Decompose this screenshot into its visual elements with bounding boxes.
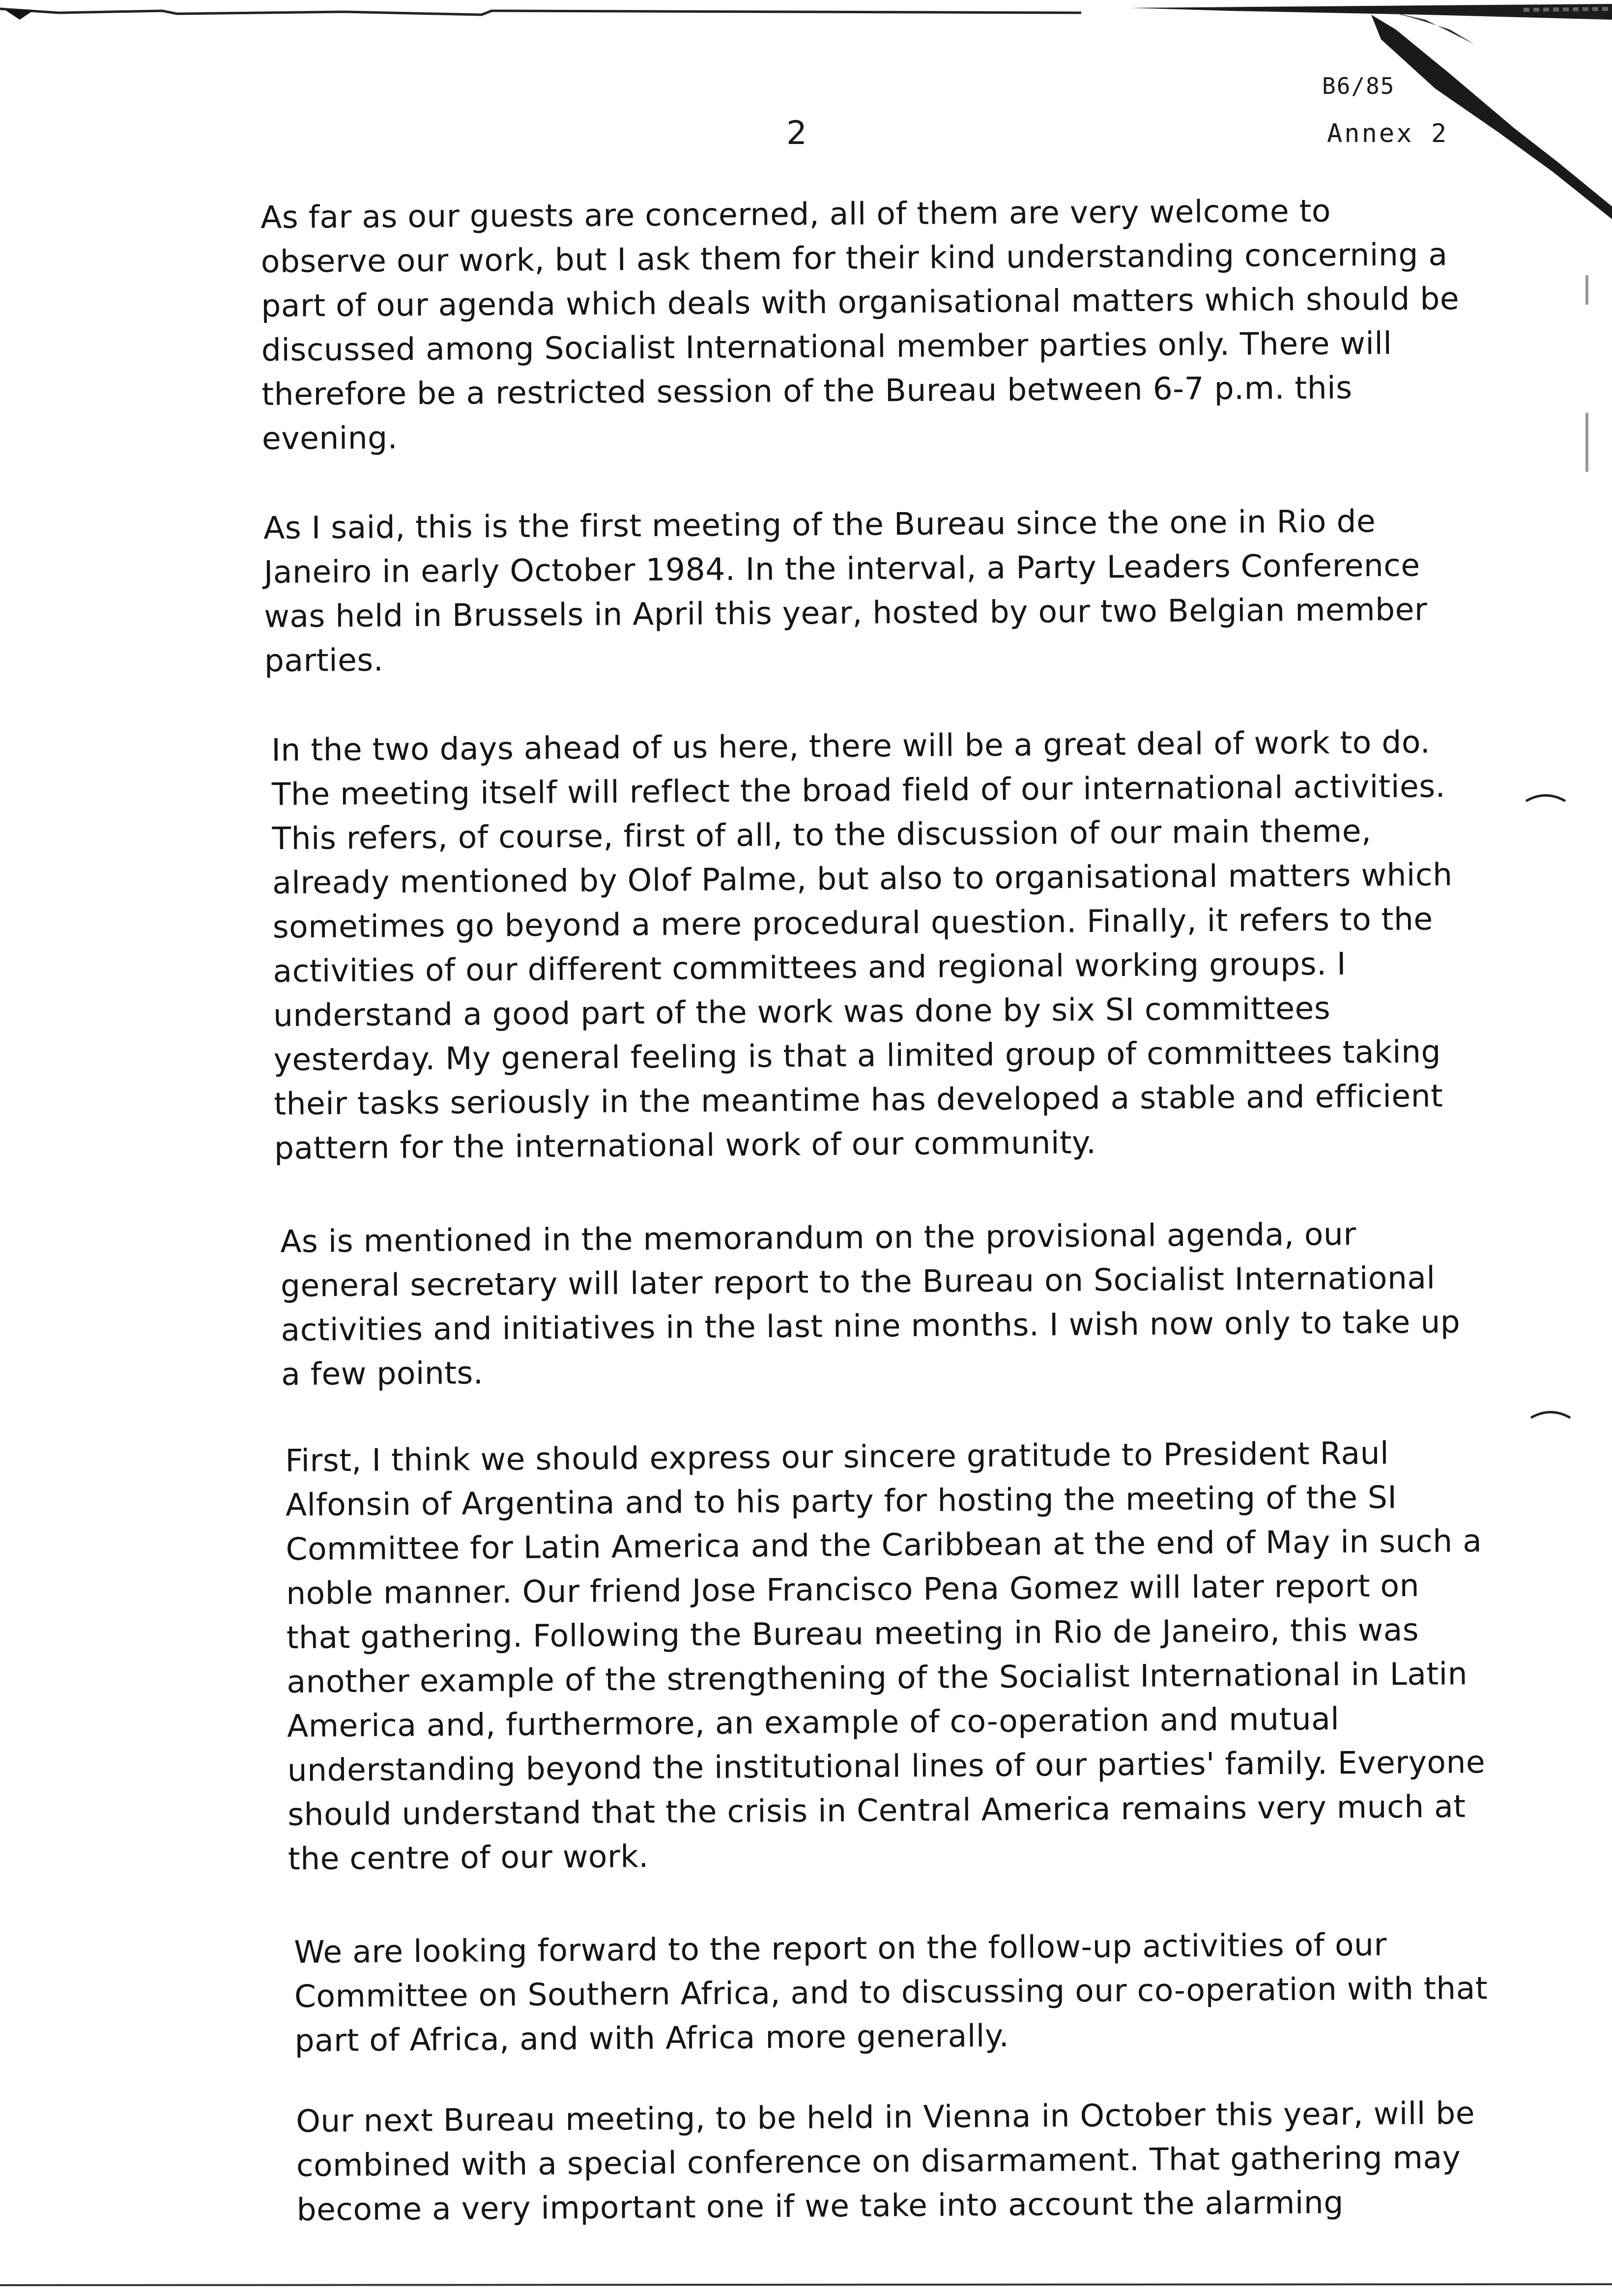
document-reference-code: B6/85 [1322,73,1395,99]
paragraph-southern-africa: We are looking forward to the report on the follow-up activities of our Committee on Southern Africa, and to discussing our co-operation with that part of Africa, and with Africa more generally. [294,1926,1488,2059]
paragraph-vienna-bureau-meeting: Our next Bureau meeting, to be held in Vienna in October this year, will be combined with a special conference on disarmament. That gathering may become a very important one if we take into account the alarming [296,2095,1475,2228]
margin-scan-mark [1528,1406,1573,1420]
annex-label: Annex 2 [1327,119,1449,148]
paragraph-two-days-ahead: In the two days ahead of us here, there will be a great deal of work to do. The meeting itself will reflect the broad field of our international activities. This refers, of course, first of all, to the discussion of our main theme, already mentioned by Olof Palme, but also to organisational matters which sometimes go beyond a mere procedural question. Finally, it refers to the activities of our different committees and regional working groups. I understand a good part of the work was done by six SI committees yesterday. My general feeling is that a limited group of committees taking their tasks seriously in the meantime has developed a stable and efficient pattern for the international work of our community. [271,724,1453,1166]
margin-scan-tick [1585,413,1588,472]
paragraph-provisional-agenda: As is mentioned in the memorandum on the provisional agenda, our general secretary will later report to the Bureau on Socialist International activities and initiatives in the last nine months. I wish now only to take up a few points. [280,1216,1461,1392]
paragraph-guests-restricted-session: As far as our guests are concerned, all of them are very welcome to observe our work, but I ask them for their kind understanding concerning a part of our agenda which deals with organisational matters which should be discussed among Socialist International member parties only. There will therefore be a restricted session of the Bureau between 6-7 p.m. this evening. [260,193,1460,457]
margin-scan-mark [1524,789,1568,804]
margin-scan-tick [1585,275,1588,305]
paragraph-first-meeting-since-rio: As I said, this is the first meeting of the Bureau since the one in Rio de Janeiro in early October 1984. In the interval, a Party Leaders Conference was held in Brussels in April this year, hosted by our two Belgian member parties. [263,503,1428,679]
scan-edge-bottom [0,2280,1612,2290]
paragraph-gratitude-argentina: First, I think we should express our sincere gratitude to President Raul Alfonsin of Argentina and to his party for hosting the meeting of the SI Committee for Latin America and the Caribbean at the end of May in such a noble manner. Our friend Jose Francisco Pena Gomez will later report on that gathering. Following the Bureau meeting in Rio de Janeiro, this was another example of the strengthening of the Socialist International in Latin America and, furthermore, an example of co-operation and mutual understanding beyond the institutional lines of our parties' family. Everyone should understand that the crisis in Central America remains very much at the centre of our work. [285,1435,1486,1877]
page-number: 2 [786,114,807,152]
